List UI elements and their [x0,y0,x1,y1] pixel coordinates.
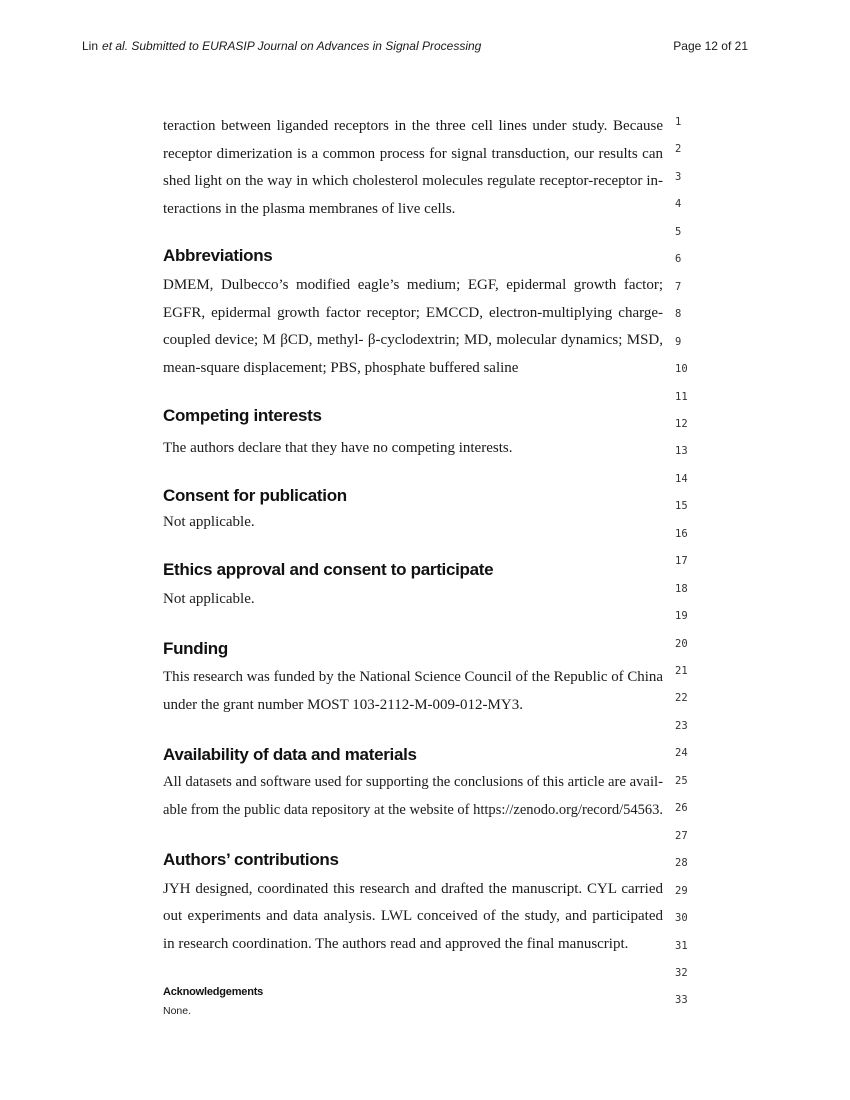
section-heading: Authors’ contributions [163,849,339,869]
line-number: 18 [675,582,688,595]
line-number: 14 [675,472,688,485]
paragraph [163,586,663,613]
line-number: 9 [675,335,682,348]
line-number: 13 [675,445,688,458]
section-heading: Acknowledgements [163,986,264,999]
text-line: This research was funded by the National Science Council of the Republic of China [163,669,663,686]
section-heading: Ethics approval and consent to participate [163,559,494,579]
paragraph [163,769,663,824]
text-line: teractions in the plasma membranes of live cells. [163,200,456,217]
text-line: coupled device; M βCD, methyl- β-cyclodextrin; MD, molecular dynamics; MSD, [163,332,663,349]
paragraph [163,435,663,462]
paragraph [163,113,663,223]
text-line: EGFR, epidermal growth factor receptor; EMCCD, electron-multiplying charge- [163,304,663,321]
line-number: 20 [675,637,688,650]
section-heading: Abbreviations [163,245,273,265]
paragraph [163,272,663,382]
text-line: in research coordination. The authors read and approved the final manuscript. [163,935,629,952]
line-number: 8 [675,308,682,321]
line-number: 21 [675,665,688,677]
line-number: 3 [675,170,682,183]
line-number: 33 [675,994,688,1007]
text-line: The authors declare that they have no competing interests. [163,440,513,457]
line-number: 1 [675,116,682,128]
line-number: 23 [675,719,688,732]
section-heading: Consent for publication [163,485,347,505]
running-head-author: Lin [82,39,99,53]
text-line: out experiments and data analysis. LWL conceived of the study, and participated [163,908,663,925]
paragraph [163,664,663,719]
line-number: 17 [675,555,688,568]
line-number: 12 [675,417,688,430]
line-number: 15 [675,500,688,513]
line-number: 32 [675,966,688,979]
line-number: 10 [675,363,688,376]
text-line: shed light on the way in which cholesterol molecules regulate receptor-receptor in- [163,173,663,190]
running-head [82,39,481,53]
section-heading: Funding [163,638,228,658]
line-number: 6 [675,253,682,266]
line-number: 24 [675,747,688,760]
section-heading: Availability of data and materials [163,744,417,764]
text-line: able from the public data repository at the website of https://zenodo.org/record/54563. [163,801,663,818]
line-number: 11 [675,390,688,403]
text-line: DMEM, Dulbecco’s modified eagle’s medium; EGF, epidermal growth factor; [163,277,663,294]
text-line: None. [163,1004,192,1017]
text-line: JYH designed, coordinated this research and drafted the manuscript. CYL carried [163,880,663,897]
line-number: 28 [675,857,688,870]
paragraph [163,509,663,536]
line-number: 30 [675,912,688,925]
line-number: 19 [675,610,688,623]
line-number: 26 [675,802,688,815]
running-head-journal: et al. Submitted to EURASIP Journal on Advances in Signal Processing [102,39,482,53]
line-number: 29 [675,884,688,897]
text-line: Not applicable. [163,591,255,608]
line-number: 4 [675,198,682,211]
line-number: 16 [675,527,688,540]
text-line: All datasets and software used for supporting the conclusions of this article are avail- [163,774,663,791]
line-number: 5 [675,225,682,238]
page-header [0,39,850,55]
line-number: 2 [675,143,682,156]
text-line: receptor dimerization is a common process for signal transduction, our results can [163,145,663,162]
page-number-label: Page 12 of 21 [673,39,748,53]
text-line: teraction between liganded receptors in the three cell lines under study. Because [163,118,663,135]
text-line: Not applicable. [163,514,255,531]
line-number: 27 [675,829,688,842]
line-number: 31 [675,939,688,952]
paragraph [163,1004,663,1018]
text-line: under the grant number MOST 103-2112-M-009-012-MY3. [163,696,523,713]
section-heading: Competing interests [163,406,322,426]
line-number: 22 [675,692,688,705]
line-number: 25 [675,774,688,787]
line-number: 7 [675,280,682,293]
paragraph [163,876,663,958]
text-line: mean-square displacement; PBS, phosphate buffered saline [163,359,519,376]
